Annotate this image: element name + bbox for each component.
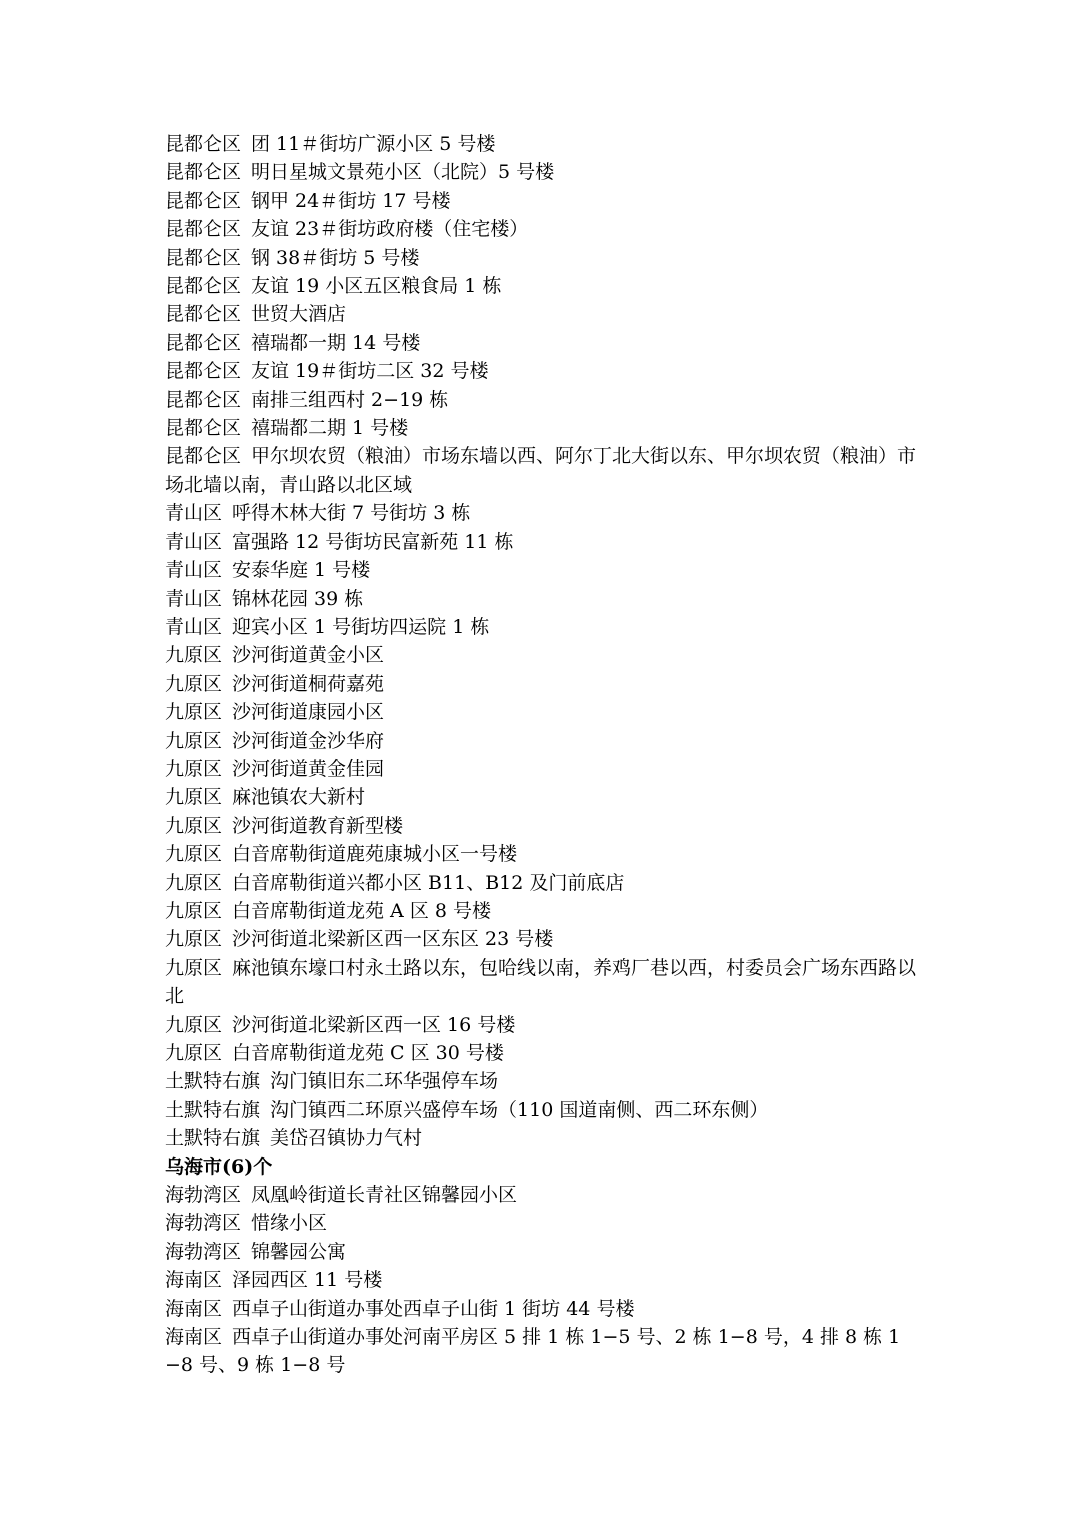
district-label: 九原区 [165, 1013, 223, 1036]
address-text: 白音席勒街道龙苑 C 区 30 号楼 [232, 1042, 504, 1064]
list-item [165, 499, 925, 527]
district-label: 昆都仑区 [165, 218, 242, 241]
list-item [165, 300, 925, 328]
district-label: 土默特右旗 [165, 1127, 261, 1150]
list-item [165, 727, 925, 755]
address-text: 白音席勒街道兴都小区 B11、B12 及门前底店 [232, 871, 625, 894]
district-label: 青山区 [165, 615, 223, 638]
address-text: 沙河街道金沙华府 [232, 729, 385, 752]
address-text: 白音席勒街道龙苑 A 区 8 号楼 [232, 899, 491, 922]
list-item [165, 556, 925, 584]
list-item [165, 585, 925, 613]
list-item [165, 528, 925, 556]
district-label: 昆都仑区 [165, 360, 242, 383]
address-text: 沙河街道教育新型楼 [232, 814, 404, 837]
district-label: 九原区 [165, 814, 223, 837]
district-label: 九原区 [165, 956, 223, 979]
district-label: 九原区 [165, 1042, 223, 1064]
address-text: 明日星城文景苑小区（北院）5 号楼 [251, 161, 555, 184]
list-item [165, 357, 925, 385]
list-item [165, 869, 925, 897]
list-item [165, 1266, 925, 1294]
district-label: 九原区 [165, 786, 223, 809]
district-label: 九原区 [165, 899, 223, 922]
address-text: 南排三组西村 2−19 栋 [251, 388, 449, 411]
list-item [165, 954, 925, 1011]
address-text: 惜缘小区 [251, 1212, 328, 1235]
address-text: 锦馨园公寓 [251, 1240, 347, 1263]
district-label: 昆都仑区 [165, 189, 242, 212]
address-text: 禧瑞都一期 14 号楼 [251, 331, 421, 354]
list-item [165, 1124, 925, 1152]
district-label: 九原区 [165, 644, 223, 667]
district-label: 昆都仑区 [165, 133, 242, 155]
district-label: 昆都仑区 [165, 445, 242, 468]
district-label: 昆都仑区 [165, 331, 242, 354]
list-item [165, 1238, 925, 1266]
list-item [165, 244, 925, 272]
address-text: 沙河街道康园小区 [232, 701, 385, 724]
list-item [165, 1039, 925, 1067]
address-text: 沙河街道北梁新区西一区 16 号楼 [232, 1013, 516, 1036]
address-text: 沙河街道桐荷嘉苑 [232, 672, 385, 695]
district-label: 海勃湾区 [165, 1240, 242, 1263]
address-text: 凤凰岭街道长青社区锦馨园小区 [251, 1184, 518, 1207]
address-text: 钢甲 24＃街坊 17 号楼 [251, 189, 451, 212]
district-label: 昆都仑区 [165, 246, 242, 269]
address-text: 迎宾小区 1 号街坊四运院 1 栋 [232, 615, 490, 638]
district-label: 海南区 [165, 1297, 223, 1320]
address-text: 麻池镇农大新村 [232, 786, 366, 809]
district-label: 青山区 [165, 559, 223, 582]
list-item [165, 272, 925, 300]
list-item [165, 641, 925, 669]
list-item [165, 442, 925, 499]
list-item [165, 215, 925, 243]
district-label: 昆都仑区 [165, 388, 242, 411]
list-item [165, 187, 925, 215]
address-text: 沙河街道北梁新区西一区东区 23 号楼 [232, 928, 554, 951]
district-label: 青山区 [165, 530, 223, 553]
address-text: 沙河街道黄金小区 [232, 644, 385, 667]
district-label: 昆都仑区 [165, 303, 242, 326]
list-item [165, 783, 925, 811]
address-text: 友谊 19 小区五区粮食局 1 栋 [251, 275, 502, 298]
address-text: 富强路 12 号街坊民富新苑 11 栋 [232, 530, 514, 553]
list-item [165, 670, 925, 698]
list-item [165, 698, 925, 726]
address-text: 安泰华庭 1 号楼 [232, 559, 371, 582]
document-body [165, 130, 925, 1380]
address-text: 禧瑞都二期 1 号楼 [251, 417, 409, 440]
list-item [165, 1323, 925, 1380]
district-label: 土默特右旗 [165, 1070, 261, 1093]
address-text: 呼得木林大街 7 号街坊 3 栋 [232, 502, 471, 525]
district-label: 昆都仑区 [165, 417, 242, 440]
district-label: 海勃湾区 [165, 1184, 242, 1207]
address-text: 甲尔坝农贸（粮油）市场东墙以西、阿尔丁北大街以东、甲尔坝农贸（粮油）市场北墙以南，青山路以北区域 [165, 445, 917, 496]
list-item [165, 1209, 925, 1237]
list-item [165, 1295, 925, 1323]
address-text: 西卓子山街道办事处河南平房区 5 排 1 栋 1−5 号、2 栋 1−8 号，4 排 8 栋 1−8 号、9 栋 1−8 号 [165, 1326, 901, 1377]
list-item [165, 897, 925, 925]
list-item [165, 1011, 925, 1039]
district-label: 海勃湾区 [165, 1212, 242, 1235]
list-item [165, 1067, 925, 1095]
address-text: 友谊 19＃街坊二区 32 号楼 [251, 360, 489, 383]
district-label: 昆都仑区 [165, 161, 242, 184]
district-label: 九原区 [165, 672, 223, 695]
list-item [165, 840, 925, 868]
entry-list [165, 130, 925, 1153]
list-item [165, 925, 925, 953]
address-text: 麻池镇东壕口村永土路以东，包哈线以南，养鸡厂巷以西，村委员会广场东西路以北 [165, 956, 917, 1008]
address-text: 世贸大酒店 [251, 303, 347, 326]
district-label: 九原区 [165, 928, 223, 951]
address-text: 沙河街道黄金佳园 [232, 757, 385, 780]
address-text: 钢 38＃街坊 5 号楼 [251, 246, 420, 269]
list-item [165, 329, 925, 357]
list-item [165, 414, 925, 442]
district-label: 九原区 [165, 871, 223, 894]
address-text: 泽园西区 11 号楼 [232, 1269, 383, 1292]
address-text: 锦林花园 39 栋 [232, 587, 364, 610]
district-label: 土默特右旗 [165, 1098, 261, 1121]
address-text: 西卓子山街道办事处西卓子山街 1 街坊 44 号楼 [232, 1297, 635, 1320]
district-label: 九原区 [165, 729, 223, 752]
address-text: 美岱召镇协力气村 [270, 1127, 423, 1150]
district-label: 青山区 [165, 502, 223, 525]
list-item [165, 386, 925, 414]
district-label: 九原区 [165, 757, 223, 780]
list-item [165, 755, 925, 783]
section-entry-list [165, 1181, 925, 1380]
district-label: 海南区 [165, 1326, 223, 1349]
list-item [165, 1181, 925, 1209]
district-label: 青山区 [165, 587, 223, 610]
address-text: 团 11＃街坊广源小区 5 号楼 [251, 133, 496, 155]
district-label: 九原区 [165, 701, 223, 724]
district-label: 海南区 [165, 1269, 223, 1292]
list-item [165, 613, 925, 641]
list-item [165, 158, 925, 186]
district-label: 九原区 [165, 843, 223, 866]
address-text: 白音席勒街道鹿苑康城小区一号楼 [232, 843, 518, 866]
list-item [165, 812, 925, 840]
address-text: 沟门镇旧东二环华强停车场 [270, 1070, 499, 1093]
address-text: 友谊 23＃街坊政府楼（住宅楼） [251, 218, 529, 241]
address-text: 沟门镇西二环原兴盛停车场（110 国道南侧、西二环东侧） [270, 1098, 769, 1121]
list-item [165, 130, 925, 158]
section-header: 乌海市(6)个 [165, 1155, 273, 1178]
list-item [165, 1096, 925, 1124]
district-label: 昆都仑区 [165, 275, 242, 298]
